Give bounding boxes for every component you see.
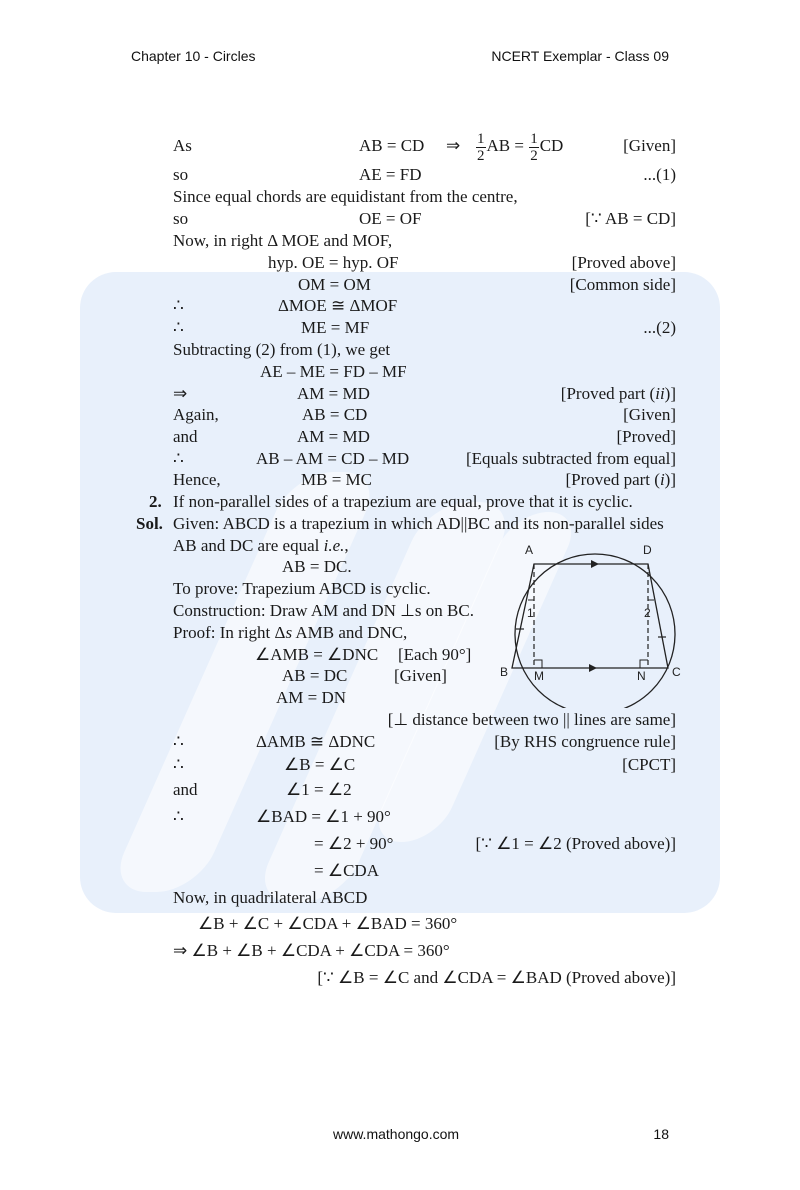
reason: [∵ ∠1 = ∠2 (Proved above)] xyxy=(475,834,676,853)
reason: [Proved] xyxy=(616,427,676,446)
reason: [Given] xyxy=(623,405,676,424)
solution-label: Sol. xyxy=(136,514,163,533)
label: Again, xyxy=(173,405,219,424)
half-equation: $\frac{1}{2}$ AB = $\frac{1}{2}$ CD xyxy=(477,130,564,164)
page-header-left: Chapter 10 - Circles xyxy=(131,48,256,64)
reason: [Common side] xyxy=(569,275,676,294)
text-line: Since equal chords are equidistant from the centre, xyxy=(173,187,518,206)
reason: [By RHS congruence rule] xyxy=(494,732,676,751)
label-angle-2: 2 xyxy=(644,606,651,620)
text-line: Subtracting (2) from (1), we get xyxy=(173,340,391,359)
statement: AB – AM = CD – MD xyxy=(256,449,410,468)
statement: ⇒ ∠B + ∠B + ∠CDA + ∠CDA = 360° xyxy=(173,941,450,960)
label: As xyxy=(173,136,192,155)
cyclic-trapezium-figure xyxy=(496,540,692,708)
statement: AE = FD xyxy=(359,165,422,184)
reason: [Given] xyxy=(623,136,676,155)
label: and xyxy=(173,780,198,799)
statement: ∠B = ∠C xyxy=(284,755,356,774)
reason: [Each 90°] xyxy=(398,645,472,664)
right-angle-n xyxy=(640,660,648,668)
therefore-symbol: ∴ xyxy=(173,318,184,337)
therefore-symbol: ∴ xyxy=(173,449,184,468)
construction: Construction: Draw AM and DN ⊥s on BC. xyxy=(173,601,474,620)
statement: AB = CD xyxy=(359,136,425,155)
given-equation: AB = DC. xyxy=(282,557,352,576)
statement: = ∠CDA xyxy=(314,861,379,880)
reason: [⊥ distance between two || lines are same] xyxy=(387,710,676,729)
statement: ∠AMB = ∠DNC xyxy=(255,645,379,664)
text-line: Now, in right Δ MOE and MOF, xyxy=(173,231,393,250)
label-b: B xyxy=(500,665,509,679)
label: so xyxy=(173,165,189,184)
therefore-symbol: ∴ xyxy=(173,296,184,315)
label-m: M xyxy=(534,669,544,683)
reason: [Proved above] xyxy=(571,253,676,272)
statement: ME = MF xyxy=(301,318,370,337)
question-number: 2. xyxy=(149,492,162,511)
given-line-1: Given: ABCD is a trapezium in which AD||BC and its non-parallel sides xyxy=(173,514,664,533)
text-line: Now, in quadrilateral ABCD xyxy=(173,888,368,907)
statement: AM = MD xyxy=(297,384,370,403)
statement: ΔAMB ≅ ΔDNC xyxy=(256,732,376,751)
right-angle-m xyxy=(534,660,542,668)
reason: [Given] xyxy=(394,666,447,685)
statement: AM = MD xyxy=(297,427,370,446)
therefore-symbol: ∴ xyxy=(173,732,184,751)
statement: AB = CD xyxy=(302,405,368,424)
arrow-ad xyxy=(591,560,599,568)
statement: ∠B + ∠C + ∠CDA + ∠BAD = 360° xyxy=(198,914,458,933)
page-number: 18 xyxy=(653,1126,669,1142)
given-line-2: AB and DC are equal i.e., xyxy=(173,536,349,555)
statement: AE – ME = FD – MF xyxy=(260,362,407,381)
therefore-symbol: ∴ xyxy=(173,755,184,774)
label-n: N xyxy=(637,669,646,683)
label-d: D xyxy=(643,543,652,557)
statement: OM = OM xyxy=(298,275,371,294)
implies: ⇒ xyxy=(446,136,461,155)
reason: [Equals subtracted from equal] xyxy=(465,449,676,468)
to-prove: To prove: Trapezium ABCD is cyclic. xyxy=(173,579,431,598)
reason: [∵ ∠B = ∠C and ∠CDA = ∠BAD (Proved above)] xyxy=(317,968,676,987)
label: and xyxy=(173,427,198,446)
statement: = ∠2 + 90° xyxy=(314,834,394,853)
reason: ...(2) xyxy=(643,318,676,337)
footer-url: www.mathongo.com xyxy=(333,1126,460,1142)
proof-intro: Proof: In right Δs AMB and DNC, xyxy=(173,623,408,642)
statement: hyp. OE = hyp. OF xyxy=(268,253,399,272)
label-a: A xyxy=(525,543,534,557)
statement: ∠1 = ∠2 xyxy=(286,780,352,799)
statement: AB = DC xyxy=(282,666,348,685)
reason: ...(1) xyxy=(643,165,676,184)
label: so xyxy=(173,209,189,228)
statement: MB = MC xyxy=(301,470,372,489)
reason: [Proved part (i)] xyxy=(565,470,676,489)
page-header-right: NCERT Exemplar - Class 09 xyxy=(491,48,669,64)
reason: [∵ AB = CD] xyxy=(585,209,676,228)
label-c: C xyxy=(672,665,681,679)
label: Hence, xyxy=(173,470,221,489)
reason: [CPCT] xyxy=(622,755,676,774)
statement: ΔMOE ≅ ΔMOF xyxy=(278,296,398,315)
label-angle-1: 1 xyxy=(527,606,534,620)
question-text: If non-parallel sides of a trapezium are equal, prove that it is cyclic. xyxy=(173,492,633,511)
therefore-symbol: ∴ xyxy=(173,807,184,826)
implies-symbol: ⇒ xyxy=(173,384,188,403)
statement: ∠BAD = ∠1 + 90° xyxy=(256,807,391,826)
arrow-bc xyxy=(589,664,597,672)
statement: OE = OF xyxy=(359,209,422,228)
reason: [Proved part (ii)] xyxy=(560,384,676,403)
statement: AM = DN xyxy=(276,688,347,707)
